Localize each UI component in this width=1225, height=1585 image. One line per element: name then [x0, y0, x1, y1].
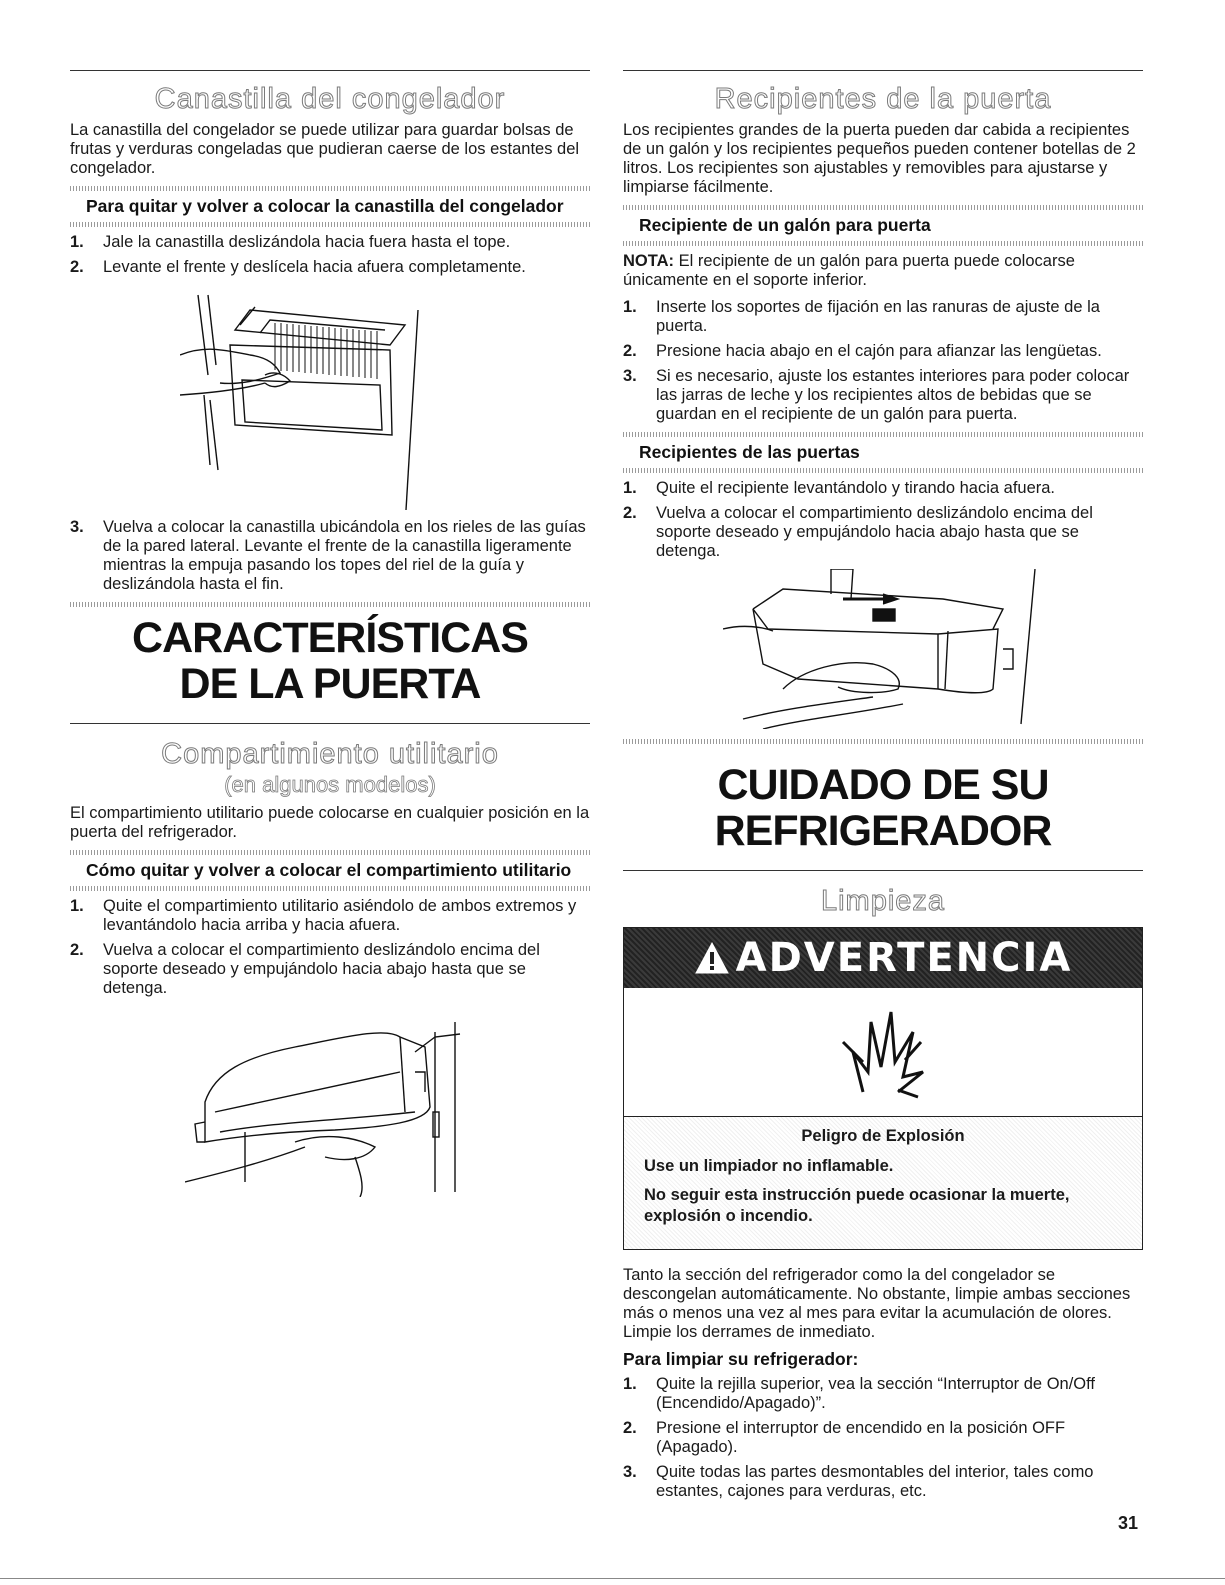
warning-consequence: No seguir esta instrucción puede ocasionar la muerte, explosión o incendio.: [644, 1186, 1070, 1225]
list-item: 2. Vuelva a colocar el compartimiento deslizándolo encima del soporte deseado y empujándolo hacia abajo hasta que se detenga.: [70, 941, 540, 997]
bottom-rule: [0, 1578, 1225, 1579]
hazard-label: Peligro de Explosión: [801, 1127, 965, 1145]
section-title-freezer-basket: Canastilla del congelador: [154, 83, 506, 115]
list-item: 1. Inserte los soportes de fijación en las ranuras de ajuste de la puerta.: [623, 298, 1100, 335]
section-title-utility-compartment: Compartimiento utilitario: [161, 738, 499, 770]
gallon-bin-steps: [623, 298, 1143, 424]
warning-box: [623, 927, 1143, 1250]
divider: [70, 850, 590, 855]
section-subtitle-models: (en algunos modelos): [224, 772, 436, 797]
divider: [70, 886, 590, 891]
door-bins-steps: [623, 479, 1143, 561]
cleaning-steps: [623, 1375, 1143, 1501]
basket-step-3: [70, 518, 590, 594]
section-rule: [623, 70, 1143, 71]
page-number: 31: [1118, 1513, 1139, 1533]
warning-title: ADVERTENCIA: [735, 935, 1073, 981]
divider: [623, 241, 1143, 246]
utility-subhead: Cómo quitar y volver a colocar el compartimiento utilitario: [86, 860, 572, 880]
divider: [623, 468, 1143, 473]
divider: [623, 432, 1143, 437]
utility-compartment-illustration: [185, 1012, 475, 1197]
note-text: El recipiente de un galón para puerta puede colocarse únicamente en el soporte inferior.: [623, 252, 1075, 289]
list-item: 1. Jale la canastilla deslizándola hacia fuera hasta el tope.: [70, 233, 511, 251]
list-item: 2. Levante el frente y deslícela hacia afuera completamente.: [70, 258, 526, 276]
care-heading: CUIDADO DE SU REFRIGERADOR: [714, 761, 1052, 855]
basket-subhead: Para quitar y volver a colocar la canastilla del congelador: [86, 196, 564, 216]
divider: [70, 602, 590, 607]
section-rule: [623, 870, 1143, 871]
basket-intro: La canastilla del congelador se puede utilizar para guardar bolsas de frutas y verduras congeladas que pudieran caerse de los estantes del congelador.: [70, 121, 580, 177]
warning-header: [624, 928, 1142, 988]
basket-steps: [70, 233, 590, 277]
section-title-door-bins: Recipientes de la puerta: [714, 83, 1052, 115]
gallon-bin-note: [623, 252, 1143, 290]
freezer-basket-illustration: [180, 285, 480, 510]
section-title-cleaning: Limpieza: [820, 885, 946, 917]
door-features-heading: CARACTERÍSTICAS DE LA PUERTA: [132, 614, 528, 708]
list-item: 1. Quite el recipiente levantándolo y tirando hacia afuera.: [623, 479, 1056, 497]
gallon-bin-subhead: Recipiente de un galón para puerta: [639, 215, 931, 235]
list-item: 3. Vuelva a colocar la canastilla ubicándola en los rieles de las guías de la pared lateral. Levante el frente de la canastilla ligeramente mientras la empuja pasando los topes del riel de la guía y deslizándola hasta el fin.: [70, 518, 586, 593]
divider: [623, 739, 1143, 744]
cleaning-intro: Tanto la sección del refrigerador como la del congelador se descongelan automáticamente. No obstante, limpie ambas secciones más o menos una vez al mes para evitar la acumulación de olores. Limpie los derrames de inmediato.: [623, 1266, 1131, 1341]
right-column: [623, 70, 1143, 1509]
list-item: 3. Quite todas las partes desmontables del interior, tales como estantes, cajones para verduras, etc.: [623, 1463, 1094, 1500]
note-label: NOTA:: [623, 252, 675, 270]
list-item: 1. Quite la rejilla superior, vea la sección “Interruptor de On/Off (Encendido/Apagado)”.: [623, 1375, 1095, 1412]
utility-steps: [70, 897, 590, 998]
left-column: [70, 70, 590, 1197]
divider: [70, 186, 590, 191]
warning-instruction: Use un limpiador no inflamable.: [644, 1157, 894, 1175]
warning-text: [624, 1117, 1142, 1249]
divider: [623, 205, 1143, 210]
divider: [70, 222, 590, 227]
list-item: 2. Vuelva a colocar el compartimiento deslizándolo encima del soporte deseado y empujándolo hacia abajo hasta que se detenga.: [623, 504, 1093, 560]
list-item: 1. Quite el compartimiento utilitario asiéndolo de ambos extremos y levantándolo hacia arriba y hacia afuera.: [70, 897, 577, 934]
warning-icon-area: [624, 988, 1142, 1117]
explosion-icon: [823, 1002, 943, 1102]
utility-intro: El compartimiento utilitario puede colocarse en cualquier posición en la puerta del refrigerador.: [70, 804, 590, 841]
list-item: 2. Presione el interruptor de encendido en la posición OFF (Apagado).: [623, 1419, 1066, 1456]
door-bin-illustration: [723, 569, 1043, 729]
list-item: 2. Presione hacia abajo en el cajón para afianzar las lengüetas.: [623, 342, 1102, 360]
list-item: 3. Si es necesario, ajuste los estantes interiores para poder colocar las jarras de leche y los recipientes altos de bebidas que se guardan en el recipiente de un galón para puerta.: [623, 367, 1130, 423]
section-rule: [70, 70, 590, 71]
section-rule: [70, 723, 590, 724]
warning-triangle-icon: [694, 941, 730, 975]
door-bins-intro: Los recipientes grandes de la puerta pueden dar cabida a recipientes de un galón y los recipientes pequeños pueden contener botellas de 2 litros. Los recipientes son ajustables y removibles para ajustarse y limpiarse fácilmente.: [623, 121, 1136, 196]
cleaning-subhead: Para limpiar su refrigerador:: [623, 1349, 859, 1369]
door-bins-subhead: Recipientes de las puertas: [639, 442, 860, 462]
